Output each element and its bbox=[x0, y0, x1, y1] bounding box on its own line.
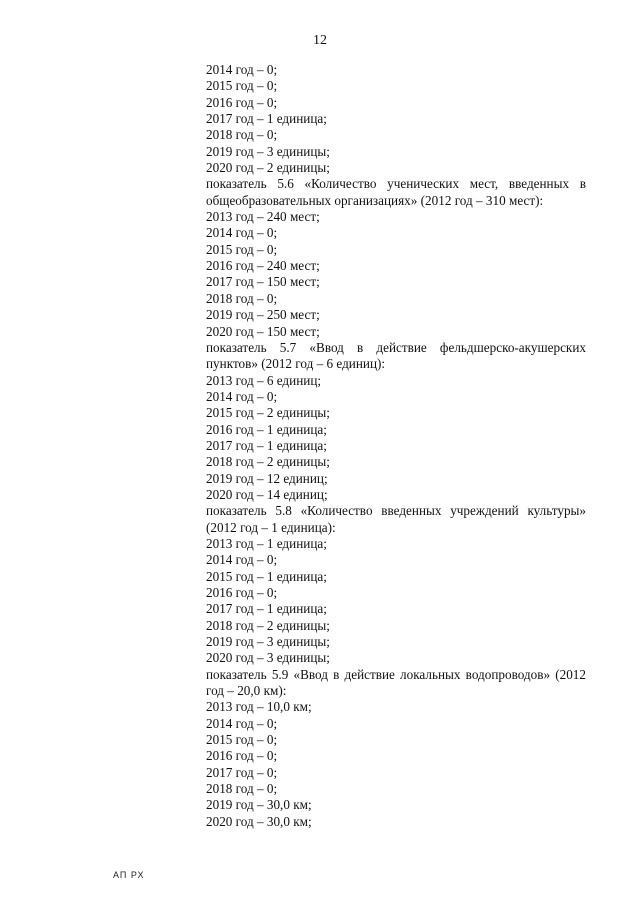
year-value-line: 2016 год – 0; bbox=[206, 585, 278, 600]
year-value-line: 2014 год – 0; bbox=[206, 552, 278, 568]
indicator-heading: показатель 5.8 «Количество введенных учреждений культуры» (2012 год – 1 единица): bbox=[206, 503, 586, 535]
year-value-line: 2014 год – 0; bbox=[206, 62, 278, 77]
year-value-line: 2020 год – 150 мест; bbox=[206, 323, 320, 339]
year-value-line: 2016 год – 1 единица; bbox=[206, 421, 327, 437]
footer-stamp: АП РХ bbox=[113, 870, 145, 880]
year-value-line: 2016 год – 240 мест; bbox=[206, 258, 320, 274]
year-value-line: 2014 год – 0; bbox=[206, 225, 278, 241]
year-value-line: 2013 год – 10,0 км; bbox=[206, 699, 312, 715]
year-value-line: 2015 год – 1 единица; bbox=[206, 568, 327, 584]
year-value-line: 2014 год – 0; bbox=[206, 388, 278, 404]
year-value-line: 2019 год – 3 единицы; bbox=[206, 634, 330, 650]
year-value-line: 2017 год – 0; bbox=[206, 764, 278, 780]
year-value-line: 2017 год – 1 единица; bbox=[206, 437, 327, 453]
year-value-line: 2013 год – 6 единиц; bbox=[206, 372, 322, 388]
year-value-line: 2020 год – 3 единицы; bbox=[206, 650, 330, 666]
year-value-line: 2018 год – 0; bbox=[206, 781, 278, 797]
year-value-line: 2018 год – 0; bbox=[206, 290, 278, 306]
page-number: 12 bbox=[313, 33, 327, 48]
year-value-line: 2018 год – 2 единицы; bbox=[206, 617, 330, 633]
year-value-line: 2019 год – 3 единицы; bbox=[206, 143, 330, 159]
year-value-line: 2020 год – 2 единицы; bbox=[206, 160, 330, 176]
indicator-heading: показатель 5.7 «Ввод в действие фельдшерско-акушерских пунктов» (2012 год – 6 единиц): bbox=[206, 339, 586, 372]
year-value-line: 2016 год – 0; bbox=[206, 94, 278, 110]
year-value-line: 2014 год – 0; bbox=[206, 715, 278, 731]
year-value-line: 2018 год – 2 единицы; bbox=[206, 454, 330, 470]
year-value-line: 2017 год – 150 мест; bbox=[206, 274, 320, 290]
year-value-line: 2019 год – 250 мест; bbox=[206, 307, 320, 323]
year-value-line: 2015 год – 2 единицы; bbox=[206, 405, 330, 421]
year-value-line: 2013 год – 1 единица; bbox=[206, 535, 327, 551]
year-value-line: 2016 год – 0; bbox=[206, 748, 278, 764]
year-value-line: 2019 год – 30,0 км; bbox=[206, 797, 312, 813]
year-value-line: 2015 год – 0; bbox=[206, 732, 278, 748]
year-value-line: 2013 год – 240 мест; bbox=[206, 209, 320, 225]
year-value-line: 2015 год – 0; bbox=[206, 241, 278, 257]
year-value-line: 2015 год – 0; bbox=[206, 78, 278, 94]
year-value-line: 2018 год – 0; bbox=[206, 127, 278, 143]
year-value-line: 2017 год – 1 единица; bbox=[206, 601, 327, 617]
year-value-line: 2020 год – 30,0 км; bbox=[206, 813, 312, 829]
year-value-line: 2020 год – 14 единиц; bbox=[206, 486, 328, 502]
indicator-heading: показатель 5.9 «Ввод в действие локальных водопроводов» (2012 год – 20,0 км): bbox=[206, 666, 586, 699]
document-body bbox=[206, 62, 586, 830]
year-value-line: 2017 год – 1 единица; bbox=[206, 111, 327, 127]
year-value-line: 2019 год – 12 единиц; bbox=[206, 470, 328, 486]
indicator-heading: показатель 5.6 «Количество ученических мест, введенных в общеобразовательных организациях» (2012 год – 310 мест): bbox=[206, 176, 586, 208]
